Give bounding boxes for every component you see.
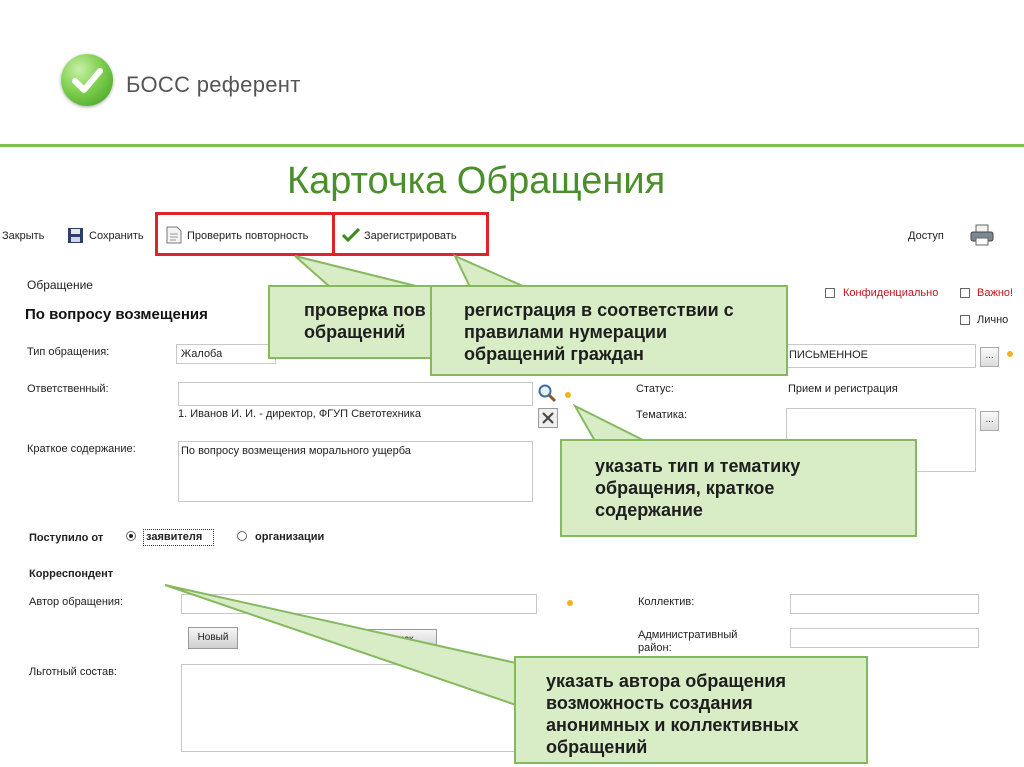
confidential-label: Конфиденциально [843, 287, 939, 299]
section-label: Обращение [27, 278, 93, 292]
status-value: Прием и регистрация [788, 383, 898, 395]
form-type-value: ПИСЬМЕННОЕ [789, 349, 869, 361]
pointer-registration [455, 256, 525, 287]
callout-type-line2: обращения, краткое [595, 478, 775, 498]
form-type-select-button[interactable]: ... [980, 347, 999, 367]
callout-author-line1: указать автора обращения [546, 671, 787, 691]
status-label: Статус: [636, 383, 674, 395]
callout-repeat-check [268, 285, 448, 359]
callout-author-line4: обращений [546, 737, 648, 757]
callout-registration [430, 285, 788, 376]
close-button[interactable]: Закрыть [2, 230, 45, 242]
callout-author [514, 656, 868, 764]
topic-select-button[interactable]: ... [980, 411, 999, 431]
new-button[interactable]: Новый [188, 627, 238, 649]
topic-label: Тематика: [636, 409, 688, 421]
callout-type-line1: указать тип и тематику [595, 456, 801, 476]
register-button[interactable]: Зарегистрировать [364, 230, 457, 242]
personal-label: Лично [977, 314, 1009, 326]
pointer-repeat-check [295, 256, 420, 287]
received-from-label: Поступило от [29, 532, 104, 544]
callout-repeat-line2: обращений [304, 322, 406, 342]
applicant-option-label: заявителя [146, 531, 203, 543]
appeal-heading: По вопросу возмещения [25, 306, 208, 323]
callout-repeat-line1: проверка пов [304, 300, 426, 320]
summary-label: Краткое содержание: [27, 443, 136, 455]
pointer-type-topic [575, 406, 645, 441]
admin-district-label-1: Административный [638, 629, 738, 641]
callout-registration-line2: правилами нумерации [464, 322, 668, 342]
brand-name: БОСС референт [126, 72, 301, 97]
type-value: Жалоба [181, 348, 223, 360]
privileged-label: Льготный состав: [29, 666, 117, 678]
type-label: Тип обращения: [27, 346, 110, 358]
callout-author-line3: анонимных и коллективных [546, 715, 799, 735]
slide-title: Карточка Обращения [287, 160, 666, 202]
admin-district-label-2: район: [638, 642, 672, 654]
check-repeat-button[interactable]: Проверить повторность [187, 230, 309, 242]
callout-registration-line1: регистрация в соответствии с [464, 300, 734, 320]
pointer-author [165, 585, 516, 705]
responsible-label: Ответственный: [27, 383, 109, 395]
author-label: Автор обращения: [29, 596, 124, 608]
correspondent-label: Корреспондент [29, 568, 114, 580]
important-label: Важно! [977, 287, 1014, 299]
callout-type-topic [560, 439, 917, 537]
responsible-value: 1. Иванов И. И. - директор, ФГУП Светотехника [178, 408, 421, 420]
callout-author-line2: возможность создания [546, 693, 753, 713]
save-button[interactable]: Сохранить [89, 230, 144, 242]
callout-type-line3: содержание [595, 500, 703, 520]
callout-registration-line3: обращений граждан [464, 344, 644, 364]
summary-value: По вопросу возмещения морального ущерба [181, 445, 411, 457]
access-button[interactable]: Доступ [908, 230, 944, 242]
organization-option-label: организации [255, 531, 325, 543]
collective-label: Коллектив: [638, 596, 695, 608]
